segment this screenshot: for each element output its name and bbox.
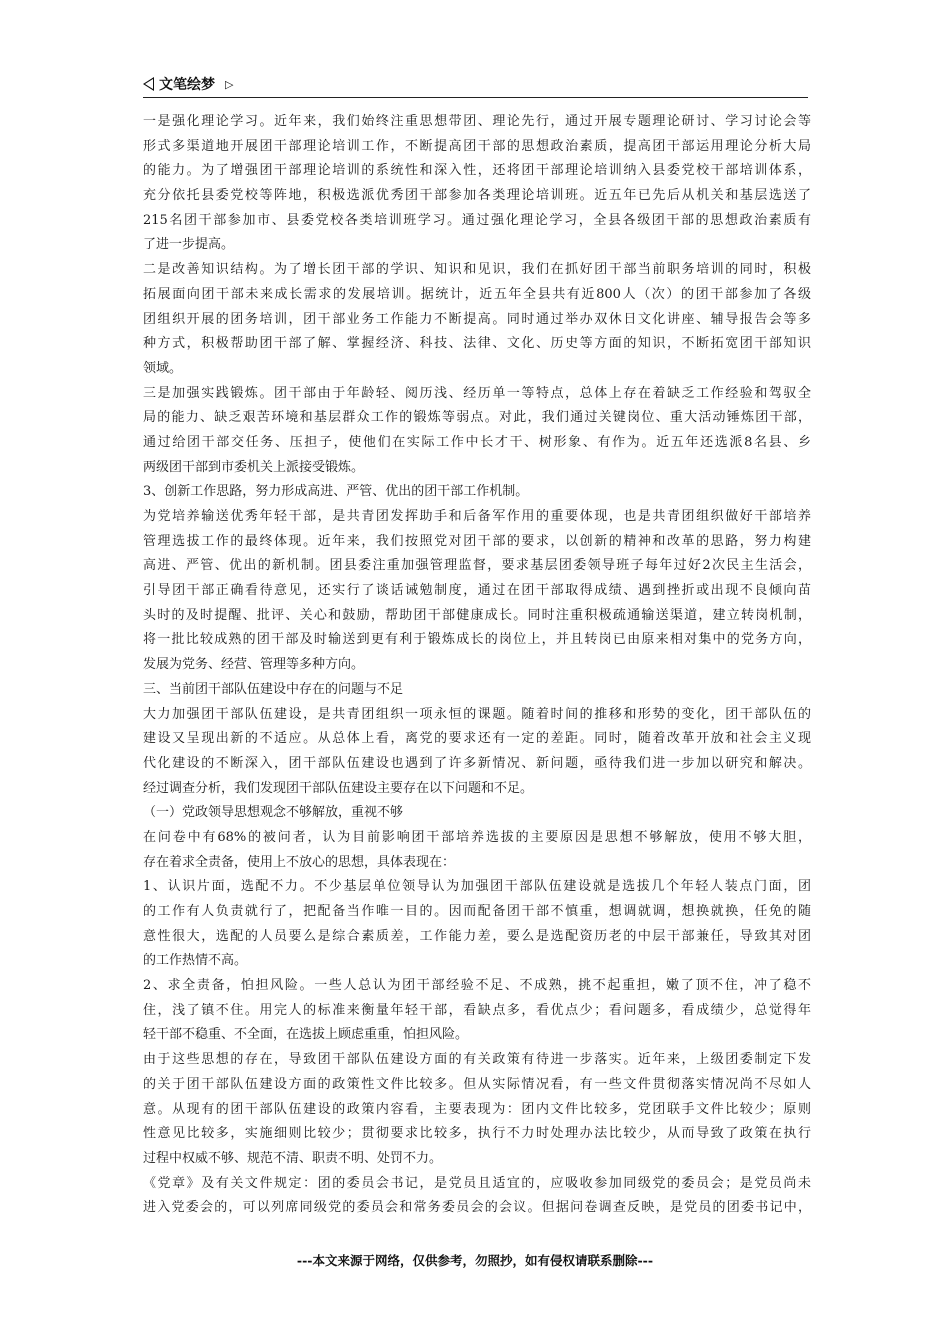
text-line: 的关于团干部队伍建设方面的政策性文件比较多。但从实际情况看，有一些文件贯彻落实情况尚不尽如人 [143, 1076, 811, 1092]
header-title: 文笔绘梦 [159, 77, 215, 93]
text-line: 大力加强团干部队伍建设，是共青团组织一项永恒的课题。随着时间的推移和形势的变化，团干部队伍的 [143, 706, 811, 722]
text-line: 存在着求全责备，使用上不放心的思想，具体表现在： [143, 854, 456, 870]
text-line: 通过给团干部交任务、压担子，使他们在实际工作中长才干、树形象、有作为。近五年还选派8名县、乡 [143, 434, 811, 450]
text-line: 的工作热情不高。 [143, 953, 248, 969]
text-line: 由于这些思想的存在，导致团干部队伍建设方面的有关政策有待进一步落实。近年来，上级团委制定下发 [143, 1052, 811, 1068]
text-line: 高进、严管、优出的新机制。团县委注重加强管理监督，要求基层团委领导班子每年过好2次民主生活会， [143, 558, 811, 574]
text-line: 一是强化理论学习。近年来，我们始终注重思想带团、理论先行，通过开展专题理论研讨、学习讨论会等 [143, 114, 811, 129]
text-line: 二是改善知识结构。为了增长团干部的学识、知识和见识，我们在抓好团干部当前职务培训的同时，积极 [143, 262, 811, 278]
text-line: 领域。 [143, 360, 183, 376]
document-body [143, 110, 811, 1221]
text-line: （一）党政领导思想观念不够解放，重视不够 [143, 805, 404, 821]
text-line: 经过调查分析，我们发现团干部队伍建设主要存在以下问题和不足。 [143, 780, 534, 796]
text-line: 的能力。为了增强团干部理论培训的系统性和深入性，还将团干部理论培训纳入县委党校干部培训体系， [143, 163, 811, 179]
text-line: 发展为党务、经营、管理等多种方向。 [143, 657, 365, 673]
text-line: 3、创新工作思路，努力形成高进、严管、优出的团干部工作机制。 [143, 484, 529, 500]
text-line: 2、求全责备，怕担风险。一些人总认为团干部经验不足、不成熟，挑不起重担，嫩了顶不住，冲了稳不 [143, 978, 811, 994]
text-line: 头时的及时提醒、批评、关心和鼓励，帮助团干部健康成长。同时注重积极疏通输送渠道，建立转岗机制， [143, 607, 811, 623]
text-line: 了进一步提高。 [143, 237, 235, 253]
text-line: 在问卷中有68%的被问者，认为目前影响团干部培养选拔的主要原因是思想不够解放，使用不够大胆， [143, 829, 811, 845]
text-line: 性意见比较多，实施细则比较少；贯彻要求比较多，执行不力时处理办法比较少，从而导致了政策在执行 [143, 1126, 811, 1142]
text-line: 为党培养输送优秀年轻干部，是共青团发挥助手和后备军作用的重要体现，也是共青团组织做好干部培养 [143, 509, 811, 524]
text-line: 拓展面向团干部未来成长需求的发展培训。据统计，近五年全县共有近800人（次）的团干部参加了各级 [143, 286, 811, 302]
text-line: 住，浅了镇不住。用完人的标准来衡量年轻干部，看缺点多，看优点少；看问题多，看成绩少，总觉得年 [143, 1002, 811, 1018]
text-line: 建设又呈现出新的不适应。从总体上看，离党的要求还有一定的差距。同时，随着改革开放和社会主义现 [143, 731, 811, 747]
text-line: 充分依托县委党校等阵地，积极选派优秀团干部参加各类理论培训班。近五年已先后从机关和基层选送了 [143, 188, 811, 204]
header-divider [143, 97, 808, 98]
text-line: 局的能力、缺乏艰苦环境和基层群众工作的锻炼等弱点。对此，我们通过关键岗位、重大活动锤炼团干部， [143, 410, 811, 426]
document-header [143, 72, 808, 96]
text-line: 将一批比较成熟的团干部及时输送到更有利于锻炼成长的岗位上，并且转岗已由原来相对集中的党务方向， [143, 632, 811, 648]
text-line: 进入党委会的，可以列席同级党的委员会和常务委员会的会议。但据问卷调查反映，是党员的团委书记中， [143, 1200, 811, 1216]
text-line: 《党章》及有关文件规定：团的委员会书记，是党员且适宜的，应吸收参加同级党的委员会；是党员尚未 [143, 1175, 811, 1191]
forward-arrow-icon[interactable]: ▷ [225, 77, 234, 91]
text-line: 种方式，积极帮助团干部了解、掌握经济、科技、法律、文化、历史等方面的知识，不断拓宽团干部知识 [143, 336, 811, 352]
back-arrow-icon[interactable] [143, 77, 154, 91]
text-line: 引导团干部正确看待意见，还实行了谈话诫勉制度，通过在团干部取得成绩、遇到挫折或出现不良倾向苗 [143, 583, 811, 599]
text-line: 团组织开展的团务培训，团干部业务工作能力不断提高。同时通过举办双休日文化讲座、辅导报告会等多 [143, 311, 811, 327]
text-line: 轻干部不稳重、不全面，在选拔上顾虑重重，怕担风险。 [143, 1027, 469, 1043]
text-line: 215名团干部参加市、县委党校各类培训班学习。通过强化理论学习，全县各级团干部的思想政治素质有 [143, 212, 811, 228]
text-line: 代化建设的不断深入，团干部队伍建设也遇到了许多新情况、新问题，亟待我们进一步加以研究和解决。 [143, 755, 811, 771]
text-line: 三、当前团干部队伍建设中存在的问题与不足 [143, 681, 404, 697]
text-line: 意。从现有的团干部队伍建设的政策内容看，主要表现为：团内文件比较多，党团联手文件比较少；原则 [143, 1101, 811, 1117]
text-line: 意性很大，选配的人员要么是综合素质差，工作能力差，要么是选配资历老的中层干部兼任，导致其对团 [143, 928, 811, 944]
footer-disclaimer: ---本文来源于网络，仅供参考，勿照抄，如有侵权请联系删除--- [296, 1253, 654, 1268]
text-line: 的工作有人负责就行了，把配备当作唯一目的。因而配备团干部不慎重，想调就调，想换就换，任免的随 [143, 904, 811, 919]
text-line: 管理选拔工作的最终体现。近年来，我们按照党对团干部的要求，以创新的精神和改革的思路，努力构建 [143, 533, 811, 549]
text-line: 形式多渠道地开展团干部理论培训工作，不断提高团干部的思想政治素质，提高团干部运用理论分析大局 [143, 138, 811, 154]
text-line: 三是加强实践锻炼。团干部由于年龄轻、阅历浅、经历单一等特点，总体上存在着缺乏工作经验和驾驭全 [143, 385, 811, 401]
text-line: 两级团干部到市委机关上派接受锻炼。 [143, 459, 365, 475]
text-line: 1、认识片面，选配不力。不少基层单位领导认为加强团干部队伍建设就是选拔几个年轻人装点门面，团 [143, 879, 811, 895]
text-line: 过程中权威不够、规范不清、职责不明、处罚不力。 [143, 1150, 443, 1166]
